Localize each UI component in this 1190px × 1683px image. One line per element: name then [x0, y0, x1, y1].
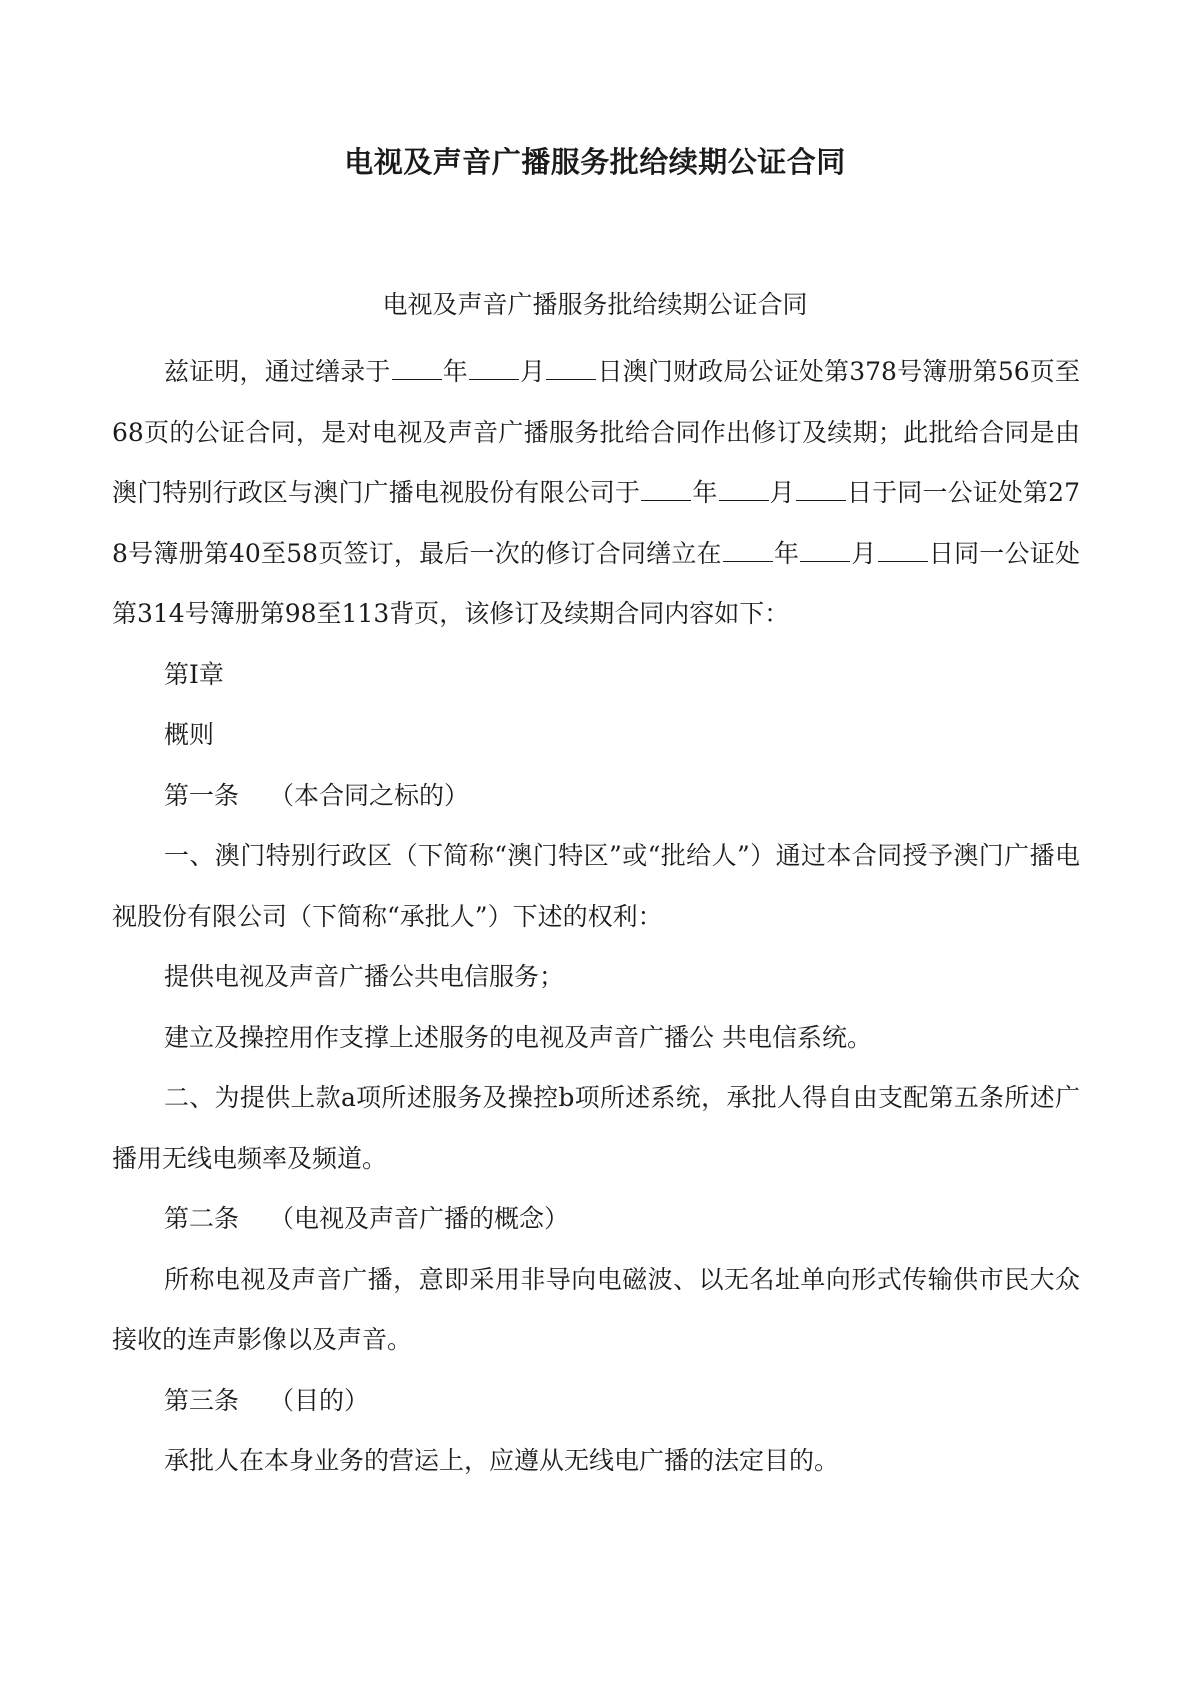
- chapter-number: 第I章: [164, 659, 224, 689]
- intro-text: 年: [692, 478, 718, 507]
- intro-text: 月: [519, 357, 546, 386]
- document-body: [112, 342, 1080, 1492]
- intro-text: 日澳门财政局公证处第378号簿册第56页至68页的公证合同，是对电视及声音广播服务批给合同作出修订及续期；此批给合同是由澳门特别行政区与澳门广播电视股份有限公司于: [112, 357, 1080, 507]
- article-1-item-a: 提供电视及声音广播公共电信服务；: [164, 962, 565, 991]
- intro-text: 年: [442, 357, 468, 386]
- blank-line: [392, 357, 442, 380]
- document-subtitle: 电视及声音广播服务批给续期公证合同: [382, 290, 808, 319]
- article-title: （目的）: [269, 1385, 370, 1415]
- blank-line: [796, 478, 846, 501]
- article-1-paragraph-1: 一、澳门特别行政区（下简称“澳门特区”或“批给人”）通过本合同授予澳门广播电视股份有限公司（下简称“承批人”）下述的权利：: [112, 841, 1080, 931]
- blank-line: [546, 357, 596, 380]
- blank-line: [469, 357, 519, 380]
- blank-line: [641, 478, 691, 501]
- article-1-heading: [112, 766, 1080, 827]
- article-1-paragraph-2: 二、为提供上款a项所述服务及操控b项所述系统，承批人得自由支配第五条所述广播用无线电频率及频道。: [112, 1083, 1080, 1173]
- article-1-item-b: 建立及操控用作支撑上述服务的电视及声音广播公 共电信系统。: [164, 1022, 872, 1052]
- intro-text: 日于同一公证处第278号簿册第40至58页签订，最后一次的修订合同缮立在: [112, 478, 1080, 568]
- article-number: 第一条: [164, 780, 240, 810]
- intro-text: 日同一公证处第314号簿册第98至113背页，该修订及续期合同内容如下：: [112, 538, 1080, 628]
- article-3-paragraph-1: 承批人在本身业务的营运上，应遵从无线电广播的法定目的。: [164, 1446, 840, 1475]
- intro-text: 年: [773, 538, 800, 568]
- blank-line: [800, 539, 850, 562]
- article-2-paragraph-1: 所称电视及声音广播，意即采用非导向电磁波、以无名址单向形式传输供市民大众接收的连声影像以及声音。: [112, 1264, 1080, 1354]
- blank-line: [723, 539, 773, 562]
- intro-paragraph: [112, 342, 1080, 645]
- chapter-name: 概则: [164, 720, 215, 749]
- article-3-heading: [112, 1371, 1080, 1432]
- document-title: 电视及声音广播服务批给续期公证合同: [344, 145, 846, 179]
- article-number: 第三条: [164, 1385, 240, 1415]
- article-title: （本合同之标的）: [269, 780, 470, 810]
- article-title: （电视及声音广播的概念）: [269, 1204, 570, 1233]
- intro-text: 兹证明，通过缮录于: [164, 357, 391, 386]
- blank-line: [719, 478, 769, 501]
- blank-line: [878, 539, 928, 562]
- article-number: 第二条: [164, 1204, 240, 1233]
- intro-text: 月: [851, 538, 877, 568]
- article-2-heading: [112, 1189, 1080, 1250]
- intro-text: 月: [769, 478, 795, 507]
